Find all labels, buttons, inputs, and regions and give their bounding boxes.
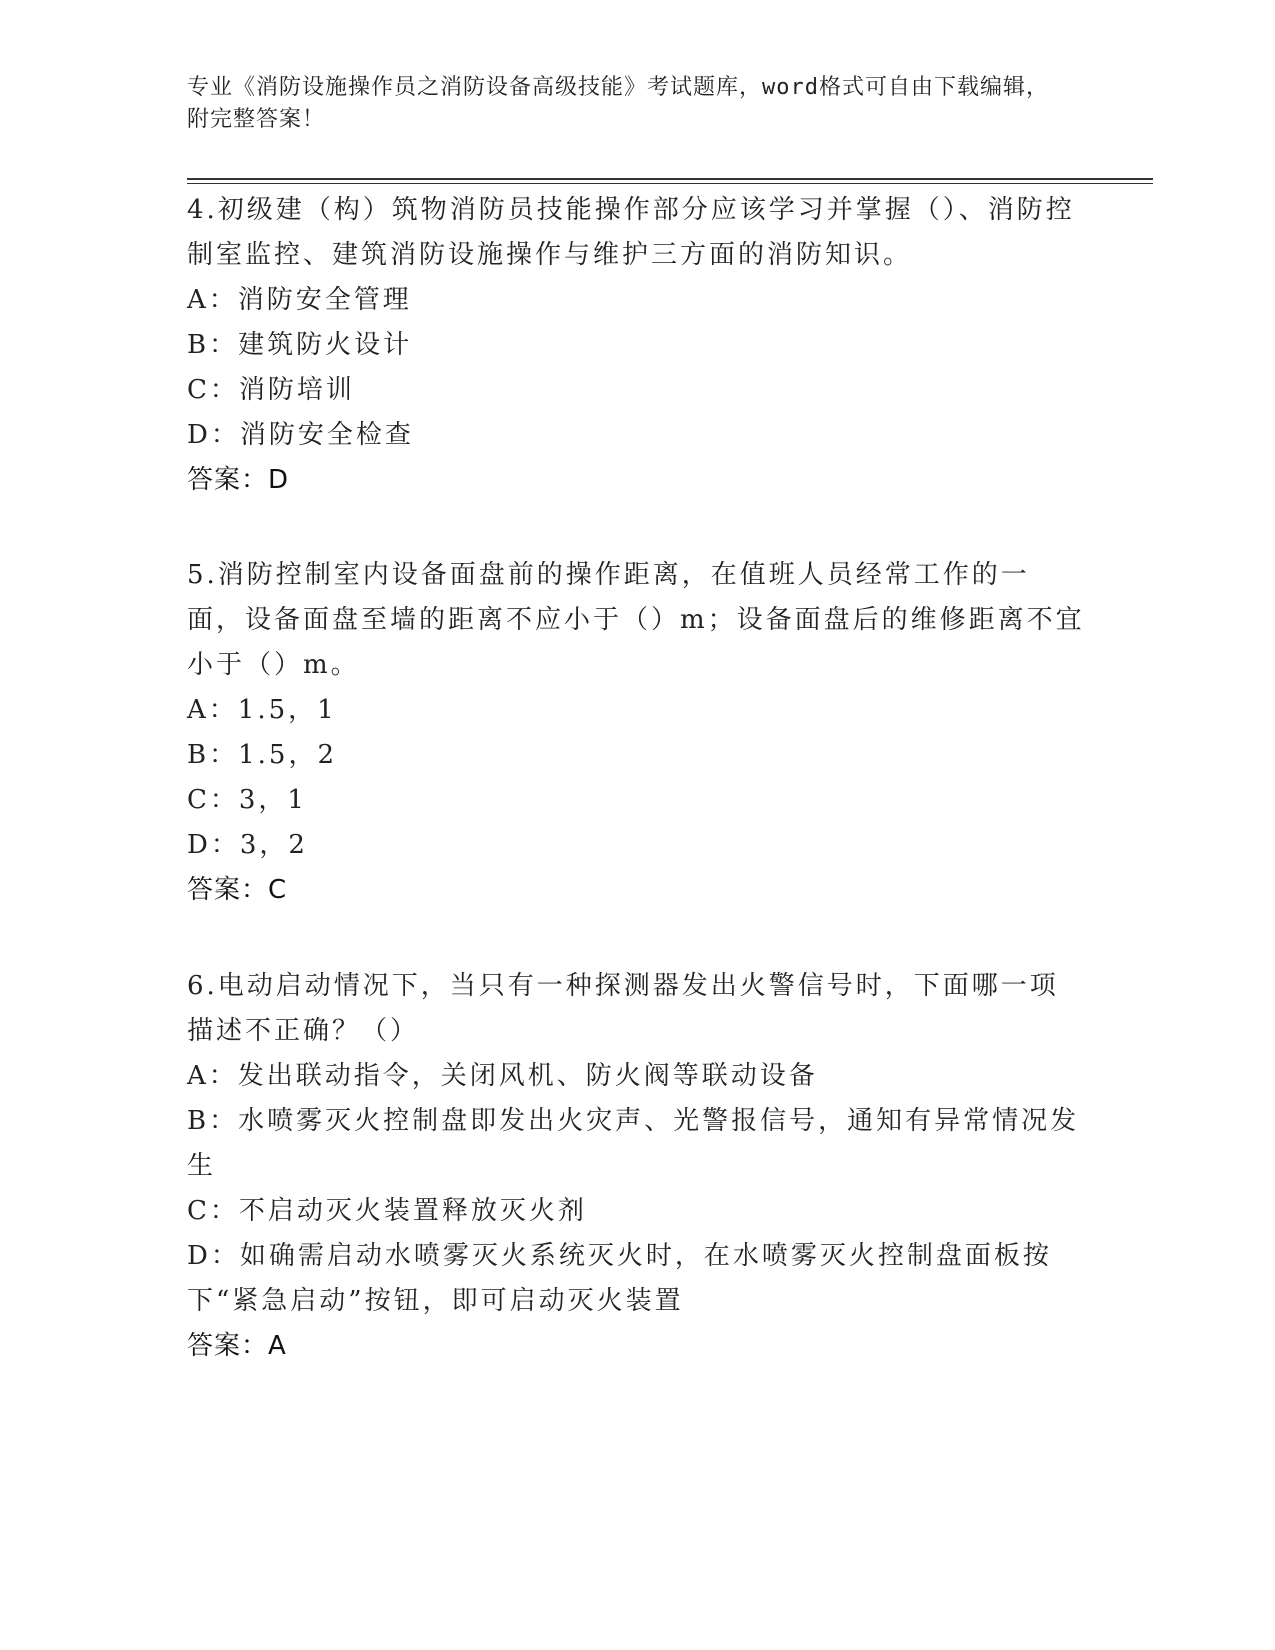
question-6 bbox=[187, 964, 1087, 1369]
option-c: C：消防培训 bbox=[187, 375, 355, 405]
question-stem: 5.消防控制室内设备面盘前的操作距离，在值班人员经常工作的一面，设备面盘至墙的距离不应小于（）m；设备面盘后的维修距离不宜小于（）m。 bbox=[187, 560, 1085, 680]
option-a: A：发出联动指令，关闭风机、防火阀等联动设备 bbox=[187, 1061, 818, 1091]
option-b: B：建筑防火设计 bbox=[187, 330, 413, 360]
document-header: 专业《消防设施操作员之消防设备高级技能》考试题库，word格式可自由下载编辑，附完整答案！ bbox=[187, 75, 1049, 132]
question-stem: 4.初级建（构）筑物消防员技能操作部分应该学习并掌握（）、消防控制室监控、建筑消防设施操作与维护三方面的消防知识。 bbox=[187, 195, 1075, 270]
question-5 bbox=[187, 553, 1087, 913]
answer-label: 答案：D bbox=[187, 465, 290, 495]
header-divider-thick bbox=[187, 178, 1153, 180]
option-a: A：1.5，1 bbox=[187, 695, 337, 725]
answer-label: 答案：C bbox=[187, 875, 288, 905]
option-d: D：如确需启动水喷雾灭火系统灭火时，在水喷雾灭火控制盘面板按下“紧急启动”按钮，即可启动灭火装置 bbox=[187, 1241, 1052, 1316]
option-a: A：消防安全管理 bbox=[187, 285, 412, 315]
header-divider-thin bbox=[187, 183, 1153, 184]
option-b: B：水喷雾灭火控制盘即发出火灾声、光警报信号，通知有异常情况发生 bbox=[187, 1106, 1080, 1181]
question-stem: 6.电动启动情况下，当只有一种探测器发出火警信号时，下面哪一项描述不正确？（） bbox=[187, 971, 1059, 1046]
option-d: D：3，2 bbox=[187, 830, 308, 860]
answer-label: 答案：A bbox=[187, 1331, 287, 1361]
option-c: C：3，1 bbox=[187, 785, 307, 815]
option-d: D：消防安全检查 bbox=[187, 420, 414, 450]
question-4 bbox=[187, 188, 1087, 503]
option-b: B：1.5，2 bbox=[187, 740, 337, 770]
option-c: C：不启动灭火装置释放灭火剂 bbox=[187, 1196, 587, 1226]
